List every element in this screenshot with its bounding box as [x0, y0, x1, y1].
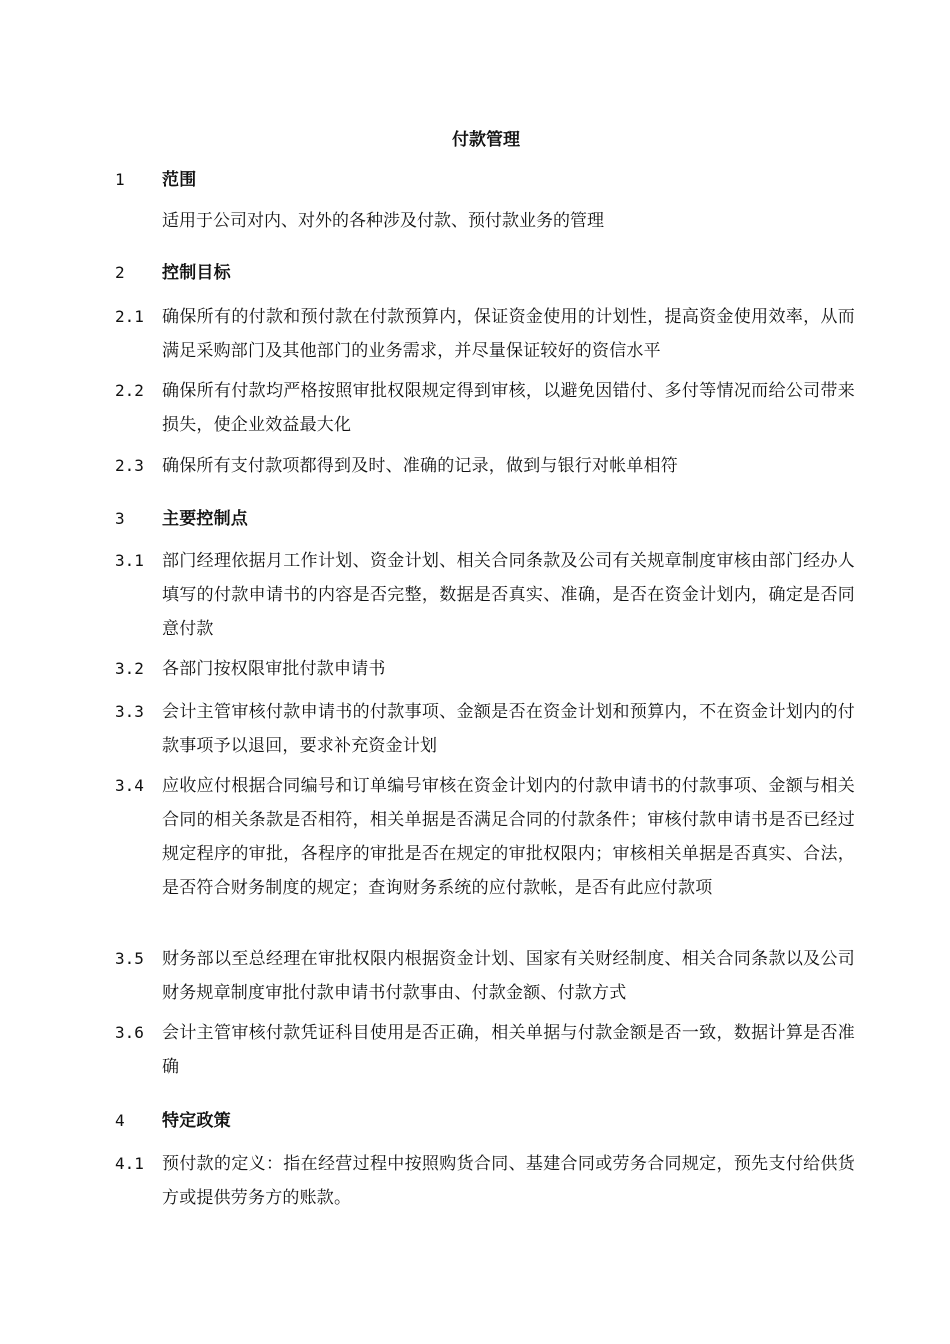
list-item: [115, 1016, 855, 1084]
item-number: 2.2: [115, 381, 144, 400]
item-text: 确保所有支付款项都得到及时、准确的记录，做到与银行对帐单相符: [162, 456, 678, 476]
list-item: [115, 695, 855, 763]
item-text: 应收应付根据合同编号和订单编号审核在资金计划内的付款申请书的付款事项、金额与相关合同的相关条款是否相符，相关单据是否满足合同的付款条件；审核付款申请书是否已经过规定程序的审批，各程序的审批是否在规定的审批权限内；审核相关单据是否真实、合法，是否符合财务制度的规定；查询财务系统的应付款帐，是否有此应付款项: [162, 776, 855, 898]
item-text: 部门经理依据月工作计划、资金计划、相关合同条款及公司有关规章制度审核由部门经办人填写的付款申请书的内容是否完整，数据是否真实、准确，是否在资金计划内，确定是否同意付款: [162, 551, 855, 639]
section-title: 范围: [162, 170, 197, 190]
section-control-objectives: [115, 256, 855, 290]
section-title: 特定政策: [162, 1111, 231, 1131]
item-number: 3.2: [115, 659, 144, 678]
item-number: 3.3: [115, 702, 144, 721]
item-number: 2.3: [115, 456, 144, 475]
list-item: [115, 544, 855, 646]
item-text: 各部门按权限审批付款申请书: [162, 659, 386, 679]
item-text: 会计主管审核付款申请书的付款事项、金额是否在资金计划和预算内，不在资金计划内的付款事项予以退回，要求补充资金计划: [162, 702, 855, 756]
list-item: [115, 300, 855, 368]
section-title: 控制目标: [162, 263, 231, 283]
section-number: 1: [115, 170, 125, 189]
section-paragraph: 适用于公司对内、对外的各种涉及付款、预付款业务的管理: [162, 211, 604, 231]
item-number: 3.5: [115, 949, 144, 968]
item-number: 4.1: [115, 1154, 144, 1173]
document-title: 付款管理: [452, 130, 520, 150]
section-heading: [115, 502, 855, 536]
section-main-control-points: [115, 502, 855, 536]
item-number: 3.1: [115, 551, 144, 570]
list-item: [115, 942, 855, 1010]
item-number: 2.1: [115, 307, 144, 326]
list-item: [115, 1147, 855, 1215]
item-number: 3.6: [115, 1023, 144, 1042]
section-number: 3: [115, 509, 125, 528]
section-scope: [115, 163, 855, 238]
list-item: [115, 769, 855, 905]
item-number: 3.4: [115, 776, 144, 795]
section-heading: [115, 256, 855, 290]
section-title: 主要控制点: [162, 509, 248, 529]
item-text: 会计主管审核付款凭证科目使用是否正确，相关单据与付款金额是否一致，数据计算是否准确: [162, 1023, 855, 1077]
list-item: [115, 374, 855, 442]
section-heading: [115, 1104, 855, 1138]
section-heading: [115, 163, 855, 197]
list-item: [115, 652, 855, 686]
section-number: 2: [115, 263, 125, 282]
list-item: [115, 449, 855, 483]
item-text: 确保所有付款均严格按照审批权限规定得到审核，以避免因错付、多付等情况而给公司带来损失，使企业效益最大化: [162, 381, 855, 435]
section-number: 4: [115, 1111, 125, 1130]
section-specific-policy: [115, 1104, 855, 1138]
item-text: 确保所有的付款和预付款在付款预算内，保证资金使用的计划性，提高资金使用效率，从而满足采购部门及其他部门的业务需求，并尽量保证较好的资信水平: [162, 307, 855, 361]
item-text: 财务部以至总经理在审批权限内根据资金计划、国家有关财经制度、相关合同条款以及公司财务规章制度审批付款申请书付款事由、付款金额、付款方式: [162, 949, 855, 1003]
item-text: 预付款的定义：指在经营过程中按照购货合同、基建合同或劳务合同规定，预先支付给供货方或提供劳务方的账款。: [162, 1154, 855, 1208]
